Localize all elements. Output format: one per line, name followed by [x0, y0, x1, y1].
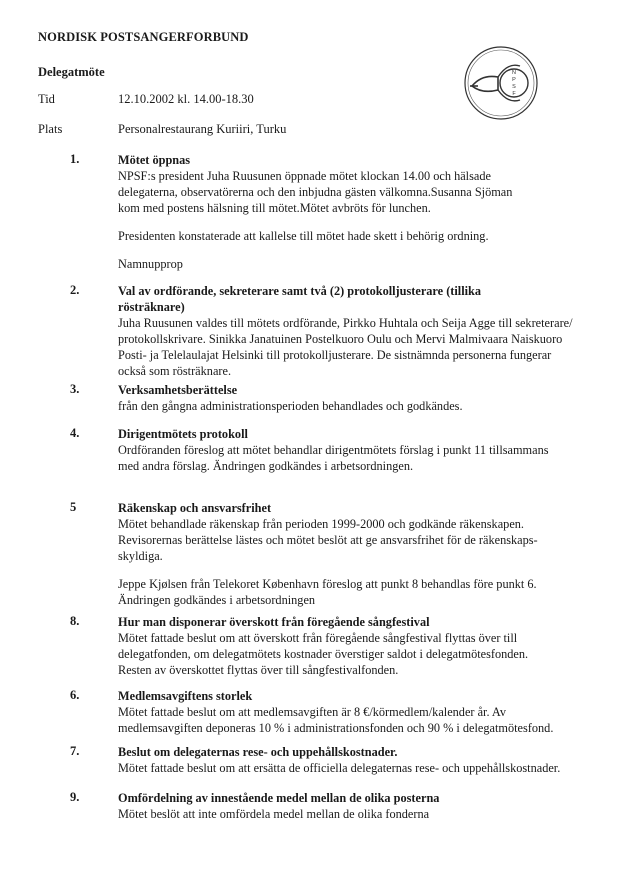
item-text: Ordföranden föreslog att mötet behandlar dirigentmötets förslag i punkt 11 tillsammans med andra förslag. Ändringen godkändes i arbetsordningen. [118, 443, 549, 473]
svg-text:S: S [512, 84, 516, 90]
item-number: 6. [70, 688, 80, 702]
item-title: Omfördelning av innestående medel mellan de olika posterna [118, 791, 440, 805]
svg-text:F: F [512, 91, 516, 97]
item-text: Mötet fattade beslut om att medlemsavgiften är 8 €/körmedlem/kalender år. Av medlemsavgiften deponeras 10 % i administrationsfonden och 90 % i delegatmötesfond. [118, 705, 554, 735]
place-value: Personalrestaurang Kuriiri, Turku [118, 122, 287, 136]
time-value: 12.10.2002 kl. 14.00-18.30 [118, 92, 254, 106]
organization-name: NORDISK POSTSANGERFORBUND [38, 30, 249, 44]
agenda-item [118, 283, 588, 379]
item-paragraph: Jeppe Kjølsen från Telekoret København föreslog att punkt 8 behandlas före punkt 6. Ändringen godkändes i arbetsordningen [118, 577, 537, 607]
agenda-item [118, 688, 588, 736]
place-label: Plats [38, 122, 63, 136]
item-number: 8. [70, 614, 80, 628]
item-text: Mötet beslöt att inte omfördela medel mellan de olika fonderna [118, 807, 430, 821]
item-number: 1. [70, 152, 80, 166]
item-title: Dirigentmötets protokoll [118, 427, 248, 441]
agenda-item [118, 152, 588, 272]
npsf-logo [462, 44, 540, 122]
item-text: Mötet fattade beslut om att ersätta de officiella delegaternas rese- och uppehållskostnader. [118, 761, 561, 775]
item-text: från den gångna administrationsperioden behandlades och godkändes. [118, 399, 463, 413]
item-title: Medlemsavgiftens storlek [118, 689, 253, 703]
item-text: Mötet fattade beslut om att överskott från föregående sångfestival flyttas över till delegatfonden, om delegatmötets kostnader överstiger saldot i delegatmötesfonden. Resten av överskottet flyttas över till sångfestivalfonden. [118, 631, 529, 677]
agenda-item [118, 426, 588, 474]
agenda-item [118, 382, 588, 414]
agenda-item [118, 790, 588, 822]
item-title: Räkenskap och ansvarsfrihet [118, 501, 272, 515]
item-title: Val av ordförande, sekreterare samt två (2) protokolljusterare (tillika rösträknare) [118, 284, 482, 314]
document-title: Delegatmöte [38, 65, 105, 79]
svg-text:P: P [512, 77, 516, 83]
item-number: 5 [70, 500, 77, 514]
agenda-item [118, 744, 588, 776]
item-title: Verksamhetsberättelse [118, 383, 238, 397]
agenda-item [118, 500, 588, 608]
item-paragraph: Presidenten konstaterade att kallelse till mötet hade skett i behörig ordning. [118, 229, 489, 243]
item-text: Mötet behandlade räkenskap från perioden 1999-2000 och godkände räkenskapen. Revisorernas berättelse lästes och mötet beslöt att ge ansvarsfrihet för de räkenskaps- skyldiga. [118, 517, 538, 563]
item-number: 3. [70, 382, 80, 396]
item-number: 2. [70, 283, 80, 297]
item-text: Juha Ruusunen valdes till mötets ordförande, Pirkko Huhtala och Seija Agge till sekreterare/ protokollskrivare. Sinikka Janatuinen Postelkuoro Oulu och Mervi Malmivaara Naiskuoro Posti- ja Telelaulajat Helsinki till protokolljusterare. De sistnämnda personerna fungerar också som rösträknare. [118, 316, 573, 378]
item-number: 7. [70, 744, 80, 758]
item-title: Beslut om delegaternas rese- och uppehållskostnader. [118, 745, 398, 759]
agenda-item [118, 614, 588, 678]
item-number: 9. [70, 790, 80, 804]
svg-text:N: N [512, 70, 516, 76]
item-text: NPSF:s president Juha Ruusunen öppnade mötet klockan 14.00 och hälsade delegaterna, observatörerna och den inbjudna gästen välkomna.Susanna Sjöman kom med postens hälsning till mötet.Mötet avbröts för lunchen. [118, 169, 513, 215]
item-title: Mötet öppnas [118, 153, 191, 167]
item-number: 4. [70, 426, 80, 440]
time-label: Tid [38, 92, 55, 106]
item-paragraph: Namnupprop [118, 257, 183, 271]
item-title: Hur man disponerar överskott från föregående sångfestival [118, 615, 430, 629]
